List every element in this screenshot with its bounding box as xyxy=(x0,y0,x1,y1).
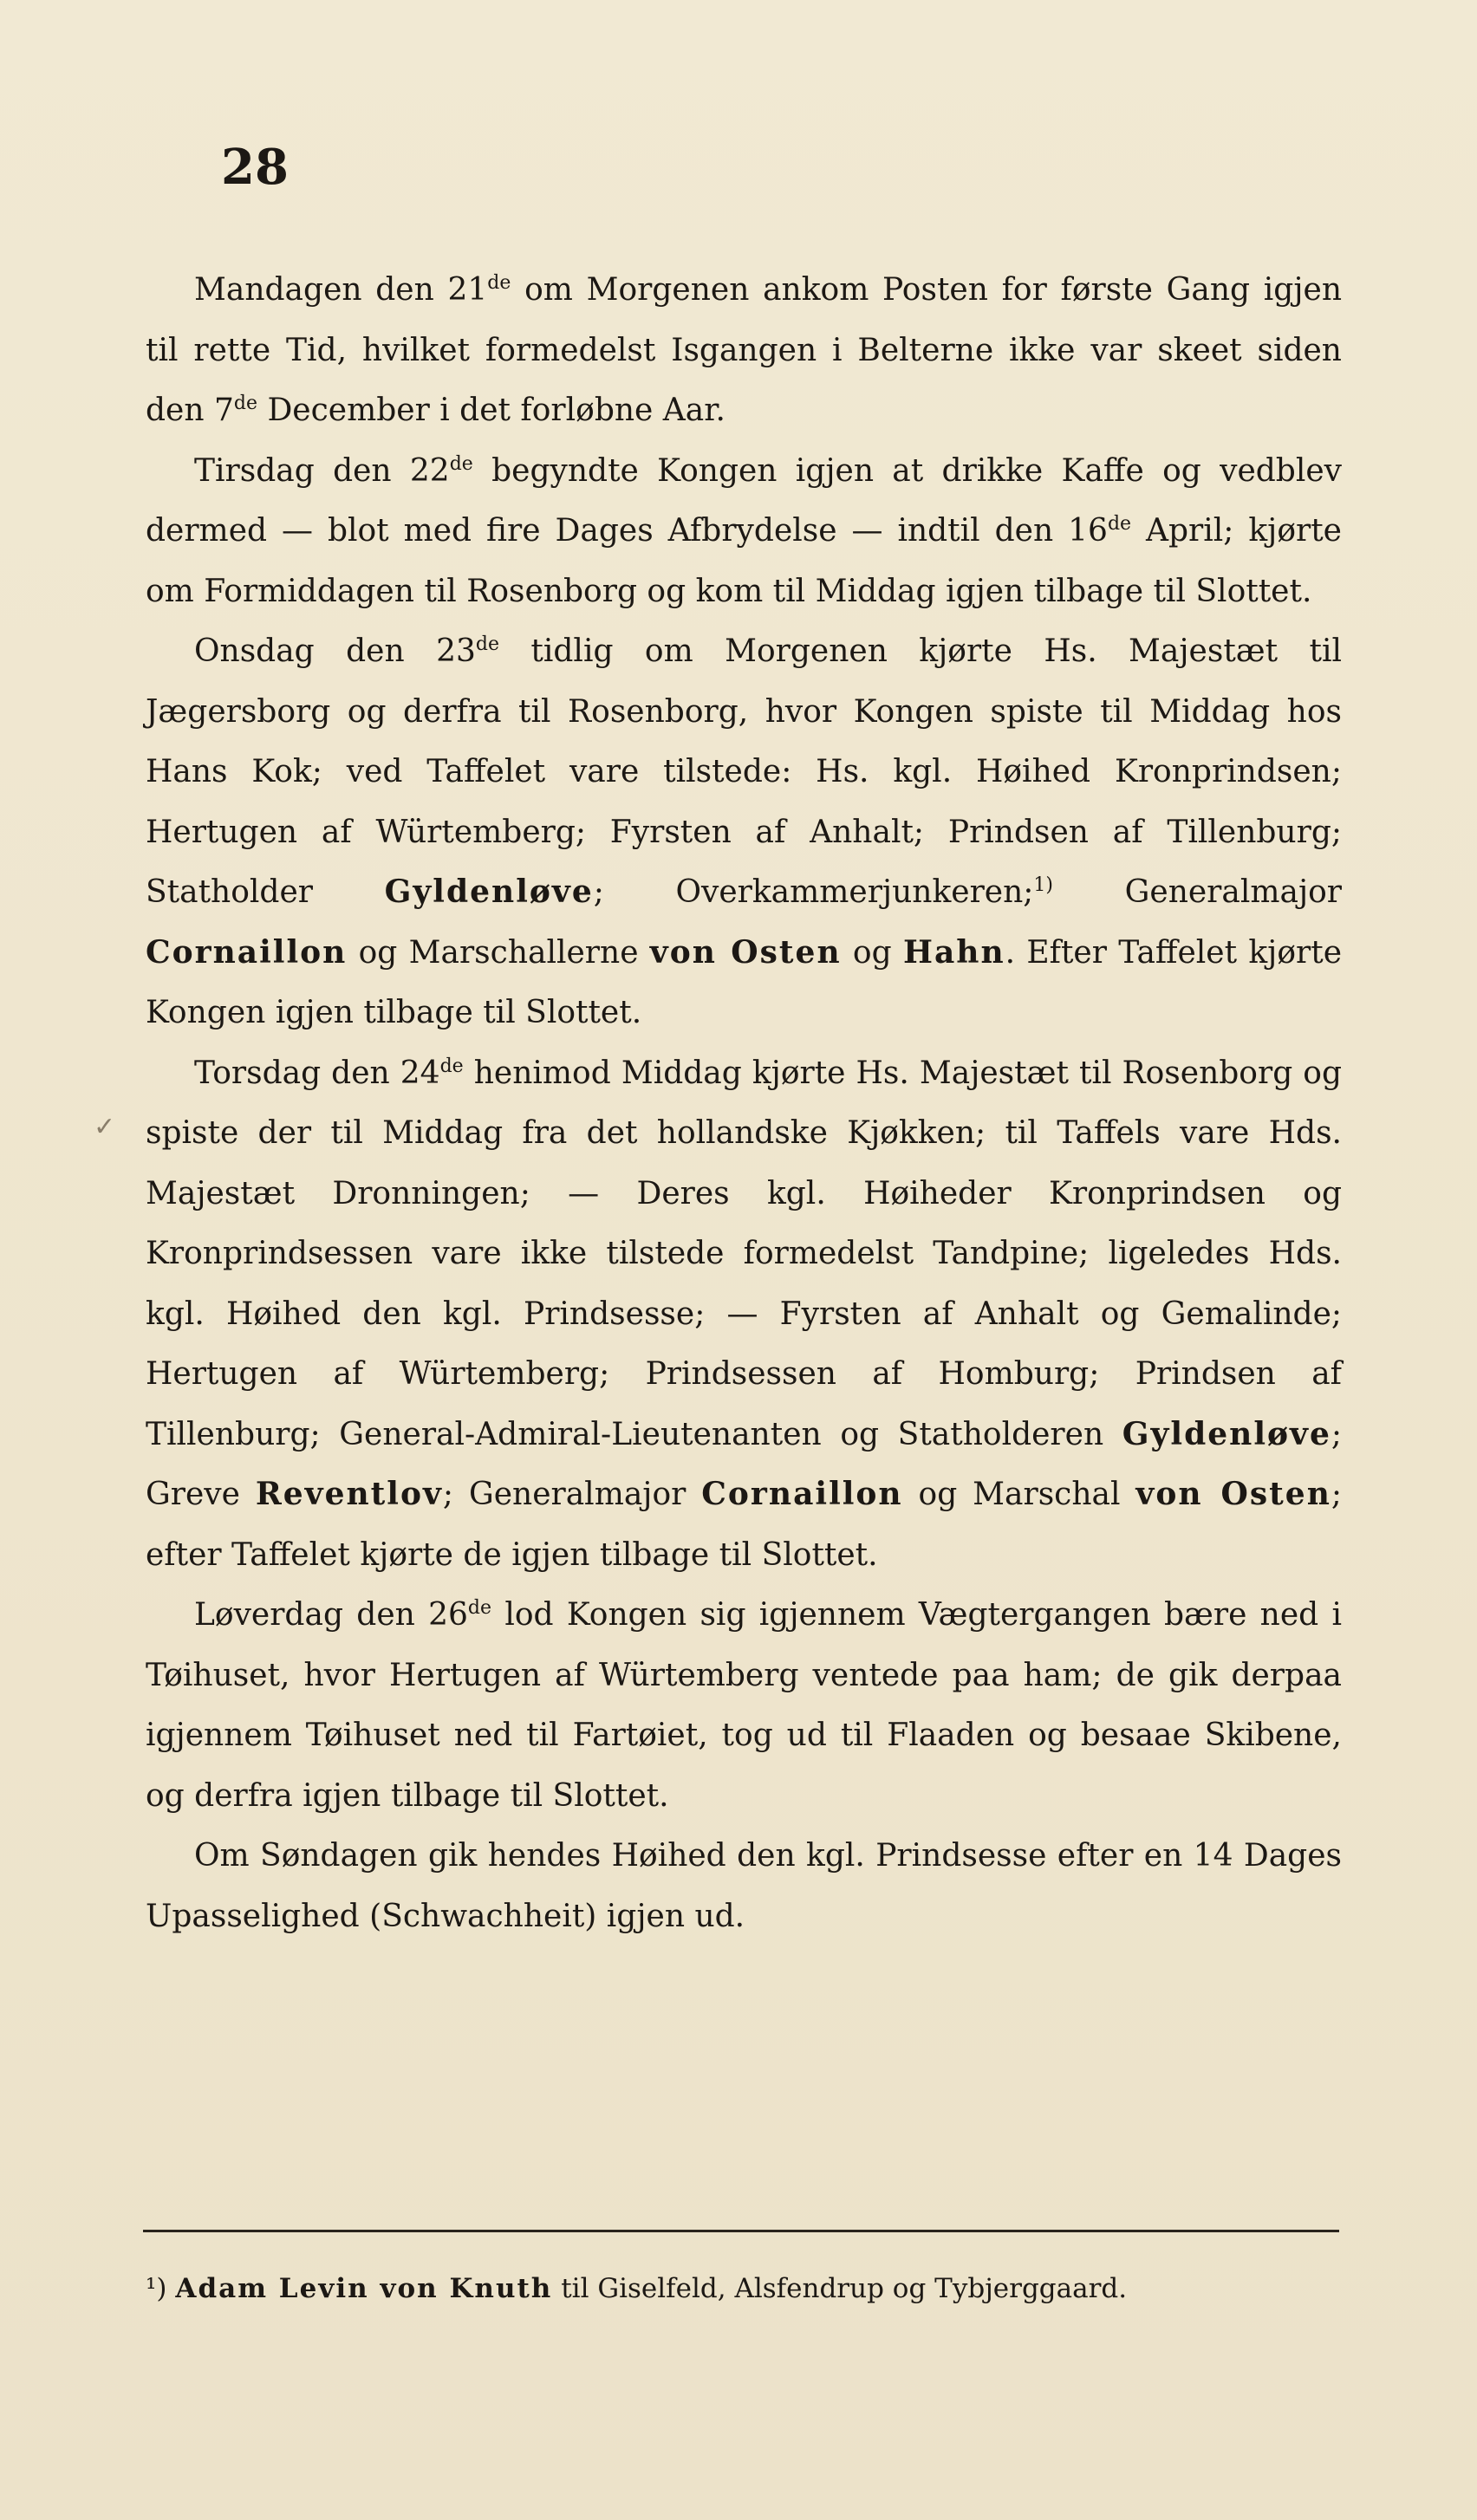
emphasized-name: von Osten xyxy=(1135,1476,1331,1512)
text-run: Generalmajor xyxy=(1053,874,1343,910)
text-run: Onsdag den 23 xyxy=(194,633,476,669)
superscript: de xyxy=(233,393,257,414)
superscript: de xyxy=(449,452,473,475)
text-run: Løverdag den 26 xyxy=(194,1597,468,1633)
footnote-name: Adam Levin von Knuth xyxy=(175,2273,553,2304)
emphasized-name: Reventlov xyxy=(255,1476,443,1512)
superscript: 1) xyxy=(1033,874,1053,896)
footnote-text: til Giselfeld, Alsfendrup og Tybjerggaard. xyxy=(552,2273,1128,2304)
emphasized-name: Gyldenløve xyxy=(1122,1415,1331,1452)
paragraph-p2 xyxy=(146,441,1342,622)
emphasized-name: Gyldenløve xyxy=(384,874,594,910)
superscript: de xyxy=(467,1597,492,1619)
footnote-divider xyxy=(143,2230,1339,2232)
footnote xyxy=(146,2262,1342,2315)
footnote-marker: ¹) xyxy=(146,2273,167,2304)
text-run: om Morgenen ankom Posten for første Gang igjen til rette Tid, hvilket formedelst Isgangen i Belterne ikke var skeet siden den 7 xyxy=(146,272,1342,428)
page-number: 28 xyxy=(221,139,289,196)
text-run: April; kjørte om Formiddagen til Rosenborg og kom til Middag igjen tilbage til Slottet. xyxy=(146,513,1342,609)
emphasized-name: von Osten xyxy=(649,933,842,971)
body-text xyxy=(146,260,1342,1946)
paragraph-p5 xyxy=(146,1585,1342,1826)
text-run: December i det forløbne Aar. xyxy=(257,393,725,428)
text-run: og Marschal xyxy=(902,1477,1136,1512)
paragraph-p3 xyxy=(146,621,1342,1043)
superscript: de xyxy=(439,1055,464,1077)
text-run: Mandagen den 21 xyxy=(194,272,488,308)
emphasized-name: Cornaillon xyxy=(146,933,348,971)
text-run: og xyxy=(841,934,903,971)
text-run: Om Søndagen gik hendes Høihed den kgl. Prindsesse efter en 14 Dages Upasselighed (Schwachheit) igjen ud. xyxy=(146,1838,1342,1934)
text-run: Torsdag den 24 xyxy=(194,1055,440,1091)
emphasized-name: Hahn xyxy=(902,933,1005,971)
emphasized-name: Cornaillon xyxy=(701,1476,903,1512)
paragraph-p1 xyxy=(146,260,1342,441)
text-run: ; Greve xyxy=(146,1416,1342,1512)
text-run: lod Kongen sig igjennem Vægtergangen bære ned i Tøihuset, hvor Hertugen af Würtemberg ventede paa ham; de gik derpaa igjennem Tøihuset ned til Fartøiet, tog ud til Flaaden og besaae Skibene, og derfra igjen tilbage til Slottet. xyxy=(146,1597,1343,1814)
text-run: Tirsdag den 22 xyxy=(194,452,450,489)
superscript: de xyxy=(487,272,511,294)
text-run: ; Overkammerjunkeren; xyxy=(593,874,1034,910)
text-run: ; Generalmajor xyxy=(442,1477,702,1512)
text-run: tidlig om Morgenen kjørte Hs. Majestæt til Jægersborg og derfra til Rosenborg, hvor Kongen spiste til Middag hos Hans Kok; ved Taffelet vare tilstede: Hs. kgl. Høihed Kronprindsen; Hertugen af Würtemberg; Fyrsten af Anhalt; Prindsen af Tillenburg; Statholder xyxy=(146,633,1342,910)
paragraph-p4 xyxy=(146,1043,1342,1586)
text-run: . Efter Taffelet kjørte Kongen igjen tilbage til Slottet. xyxy=(146,934,1343,1030)
superscript: de xyxy=(1107,513,1132,535)
margin-pencil-mark: ✓ xyxy=(94,1112,116,1142)
text-run: ; efter Taffelet kjørte de igjen tilbage til Slottet. xyxy=(146,1477,1343,1573)
paragraph-p6 xyxy=(146,1826,1342,1946)
text-run: begyndte Kongen igjen at drikke Kaffe og vedblev dermed — blot med fire Dages Afbrydelse — indtil den 16 xyxy=(146,452,1342,549)
text-run: henimod Middag kjørte Hs. Majestæt til Rosenborg og spiste der til Middag fra det hollandske Kjøkken; til Taffels vare Hds. Majestæt Dronningen; — Deres kgl. Høiheder Kronprindsen og Kronprindsessen vare ikke tilstede formedelst Tandpine; ligeledes Hds. kgl. Høihed den kgl. Prindsesse; — Fyrsten af Anhalt og Gemalinde; Hertugen af Würtemberg; Prindsessen af Homburg; Prindsen af Tillenburg; General-Admiral-Lieutenanten og Statholderen xyxy=(146,1055,1342,1452)
text-run: og Marschallerne xyxy=(347,934,650,971)
superscript: de xyxy=(475,633,499,655)
